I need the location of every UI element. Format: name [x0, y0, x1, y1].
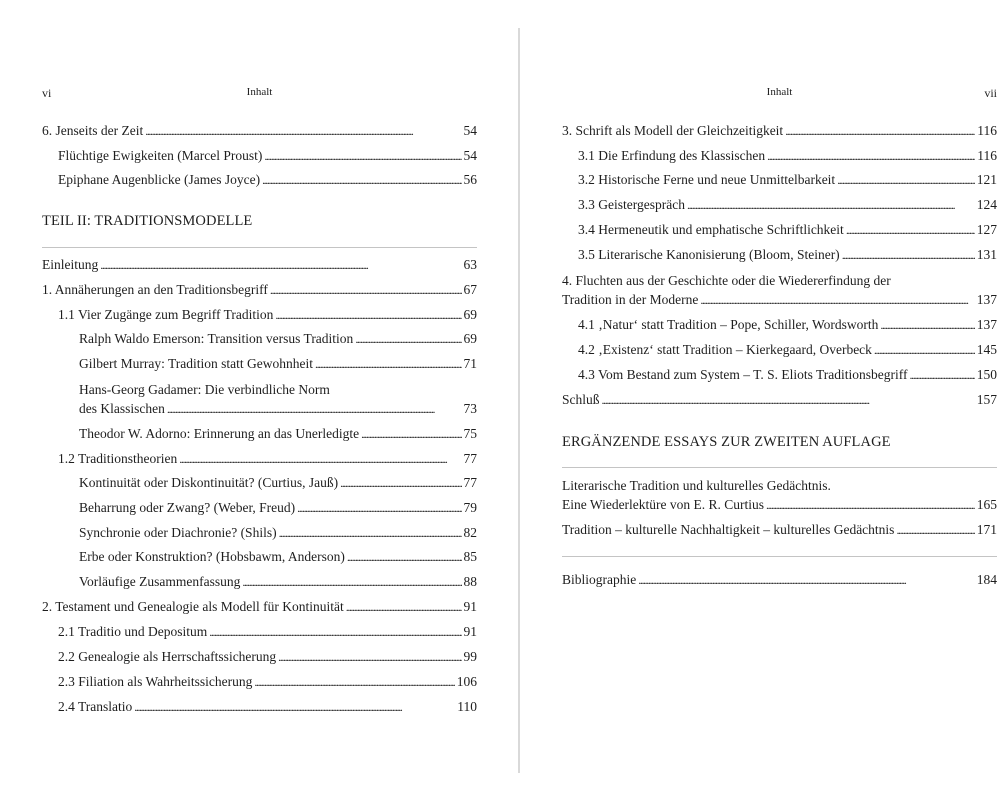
toc-entry[interactable]: 2.4 Translatio . . . 110 [42, 699, 477, 715]
toc-entry[interactable]: 3.4 Hermeneutik und emphatische Schriftlichkeit . . . 127 [562, 222, 997, 238]
page-number: vii [984, 86, 997, 100]
toc-entry[interactable]: Epiphane Augenblicke (James Joyce) . . . 56 [42, 172, 477, 188]
part-heading: TEIL II: TRADITIONSMODELLE [42, 213, 253, 229]
toc-entry[interactable]: Kontinuität oder Diskontinuität? (Curtius, Jauß) . . . 77 [42, 475, 477, 491]
toc-entry[interactable]: Erbe oder Konstruktion? (Hobsbawm, Anderson) . . . 85 [42, 549, 477, 565]
page-number: vi [42, 86, 52, 100]
essays-heading: ERGÄNZENDE ESSAYS ZUR ZWEITEN AUFLAGE [562, 434, 891, 450]
toc-entry[interactable]: Synchronie oder Diachronie? (Shils) . . . 82 [42, 525, 477, 541]
toc-entry[interactable]: 3.5 Literarische Kanonisierung (Bloom, Steiner) . . . 131 [562, 247, 997, 263]
toc-entry[interactable]: 2.1 Traditio und Depositum . . . 91 [42, 624, 477, 640]
toc-entry[interactable]: 1.2 Traditionstheorien . . . 77 [42, 451, 477, 467]
page-gutter [518, 28, 520, 773]
toc-entry[interactable]: 3. Schrift als Modell der Gleichzeitigkeit . . . 116 [562, 123, 997, 139]
toc-entry[interactable]: 2.3 Filiation als Wahrheitssicherung . . . 106 [42, 674, 477, 690]
toc-entry-line1[interactable]: Literarische Tradition und kulturelles Gedächtnis. [562, 478, 831, 493]
toc-entry[interactable]: Theodor W. Adorno: Erinnerung an das Unerledigte . . . 75 [42, 426, 477, 442]
toc-entry[interactable]: Vorläufige Zusammenfassung . . . 88 [42, 574, 477, 590]
toc-entry[interactable]: des Klassischen . . . 73 [42, 401, 477, 417]
toc-entry[interactable]: Flüchtige Ewigkeiten (Marcel Proust) . . . 54 [42, 148, 477, 164]
toc-entry[interactable]: 3.1 Die Erfindung des Klassischen . . . 116 [562, 148, 997, 164]
toc-entry[interactable]: 2. Testament und Genealogie als Modell für Kontinuität . . . 91 [42, 599, 477, 615]
toc-entry-line1[interactable]: Hans-Georg Gadamer: Die verbindliche Norm [79, 382, 330, 397]
running-title: Inhalt [766, 86, 793, 98]
toc-entry-line1[interactable]: 4. Fluchten aus der Geschichte oder die Wiedererfindung der [562, 273, 891, 288]
toc-entry[interactable]: 3.2 Historische Ferne und neue Unmittelbarkeit . . . 121 [562, 172, 997, 188]
left-page [42, 0, 477, 800]
toc-entry[interactable]: 1. Annäherungen an den Traditionsbegriff . . . 67 [42, 282, 477, 298]
divider [562, 467, 997, 468]
toc-entry[interactable]: 4.2 ‚Existenz‘ statt Tradition – Kierkegaard, Overbeck . . . 145 [562, 342, 997, 358]
running-head [562, 86, 997, 102]
right-page [562, 0, 997, 800]
toc-entry[interactable]: Schluß . . . 157 [562, 392, 997, 408]
running-head [42, 86, 477, 102]
toc-entry[interactable]: 1.1 Vier Zugänge zum Begriff Tradition . . . 69 [42, 307, 477, 323]
toc-entry[interactable]: Bibliographie . . . 184 [562, 572, 997, 588]
toc-entry[interactable]: Tradition in der Moderne . . . 137 [562, 292, 997, 308]
toc-entry[interactable]: 2.2 Genealogie als Herrschaftssicherung . . . 99 [42, 649, 477, 665]
divider [562, 556, 997, 557]
toc-entry[interactable]: 4.1 ‚Natur‘ statt Tradition – Pope, Schiller, Wordsworth . . . 137 [562, 317, 997, 333]
running-title: Inhalt [246, 86, 273, 98]
toc-entry[interactable]: 4.3 Vom Bestand zum System – T. S. Eliots Traditionsbegriff . . . 150 [562, 367, 997, 383]
toc-entry[interactable]: Gilbert Murray: Tradition statt Gewohnheit . . . 71 [42, 356, 477, 372]
toc-entry[interactable]: Einleitung . . . 63 [42, 257, 477, 273]
toc-entry[interactable]: Tradition – kulturelle Nachhaltigkeit – kulturelles Gedächtnis . . . 171 [562, 522, 997, 538]
toc-entry[interactable]: Beharrung oder Zwang? (Weber, Freud) . . . 79 [42, 500, 477, 516]
divider [42, 247, 477, 248]
toc-entry[interactable]: Eine Wiederlektüre von E. R. Curtius . . . 165 [562, 497, 997, 513]
toc-entry[interactable]: 3.3 Geistergespräch . . . 124 [562, 197, 997, 213]
toc-entry[interactable]: 6. Jenseits der Zeit . . . 54 [42, 123, 477, 139]
toc-entry[interactable]: Ralph Waldo Emerson: Transition versus Tradition . . . 69 [42, 331, 477, 347]
